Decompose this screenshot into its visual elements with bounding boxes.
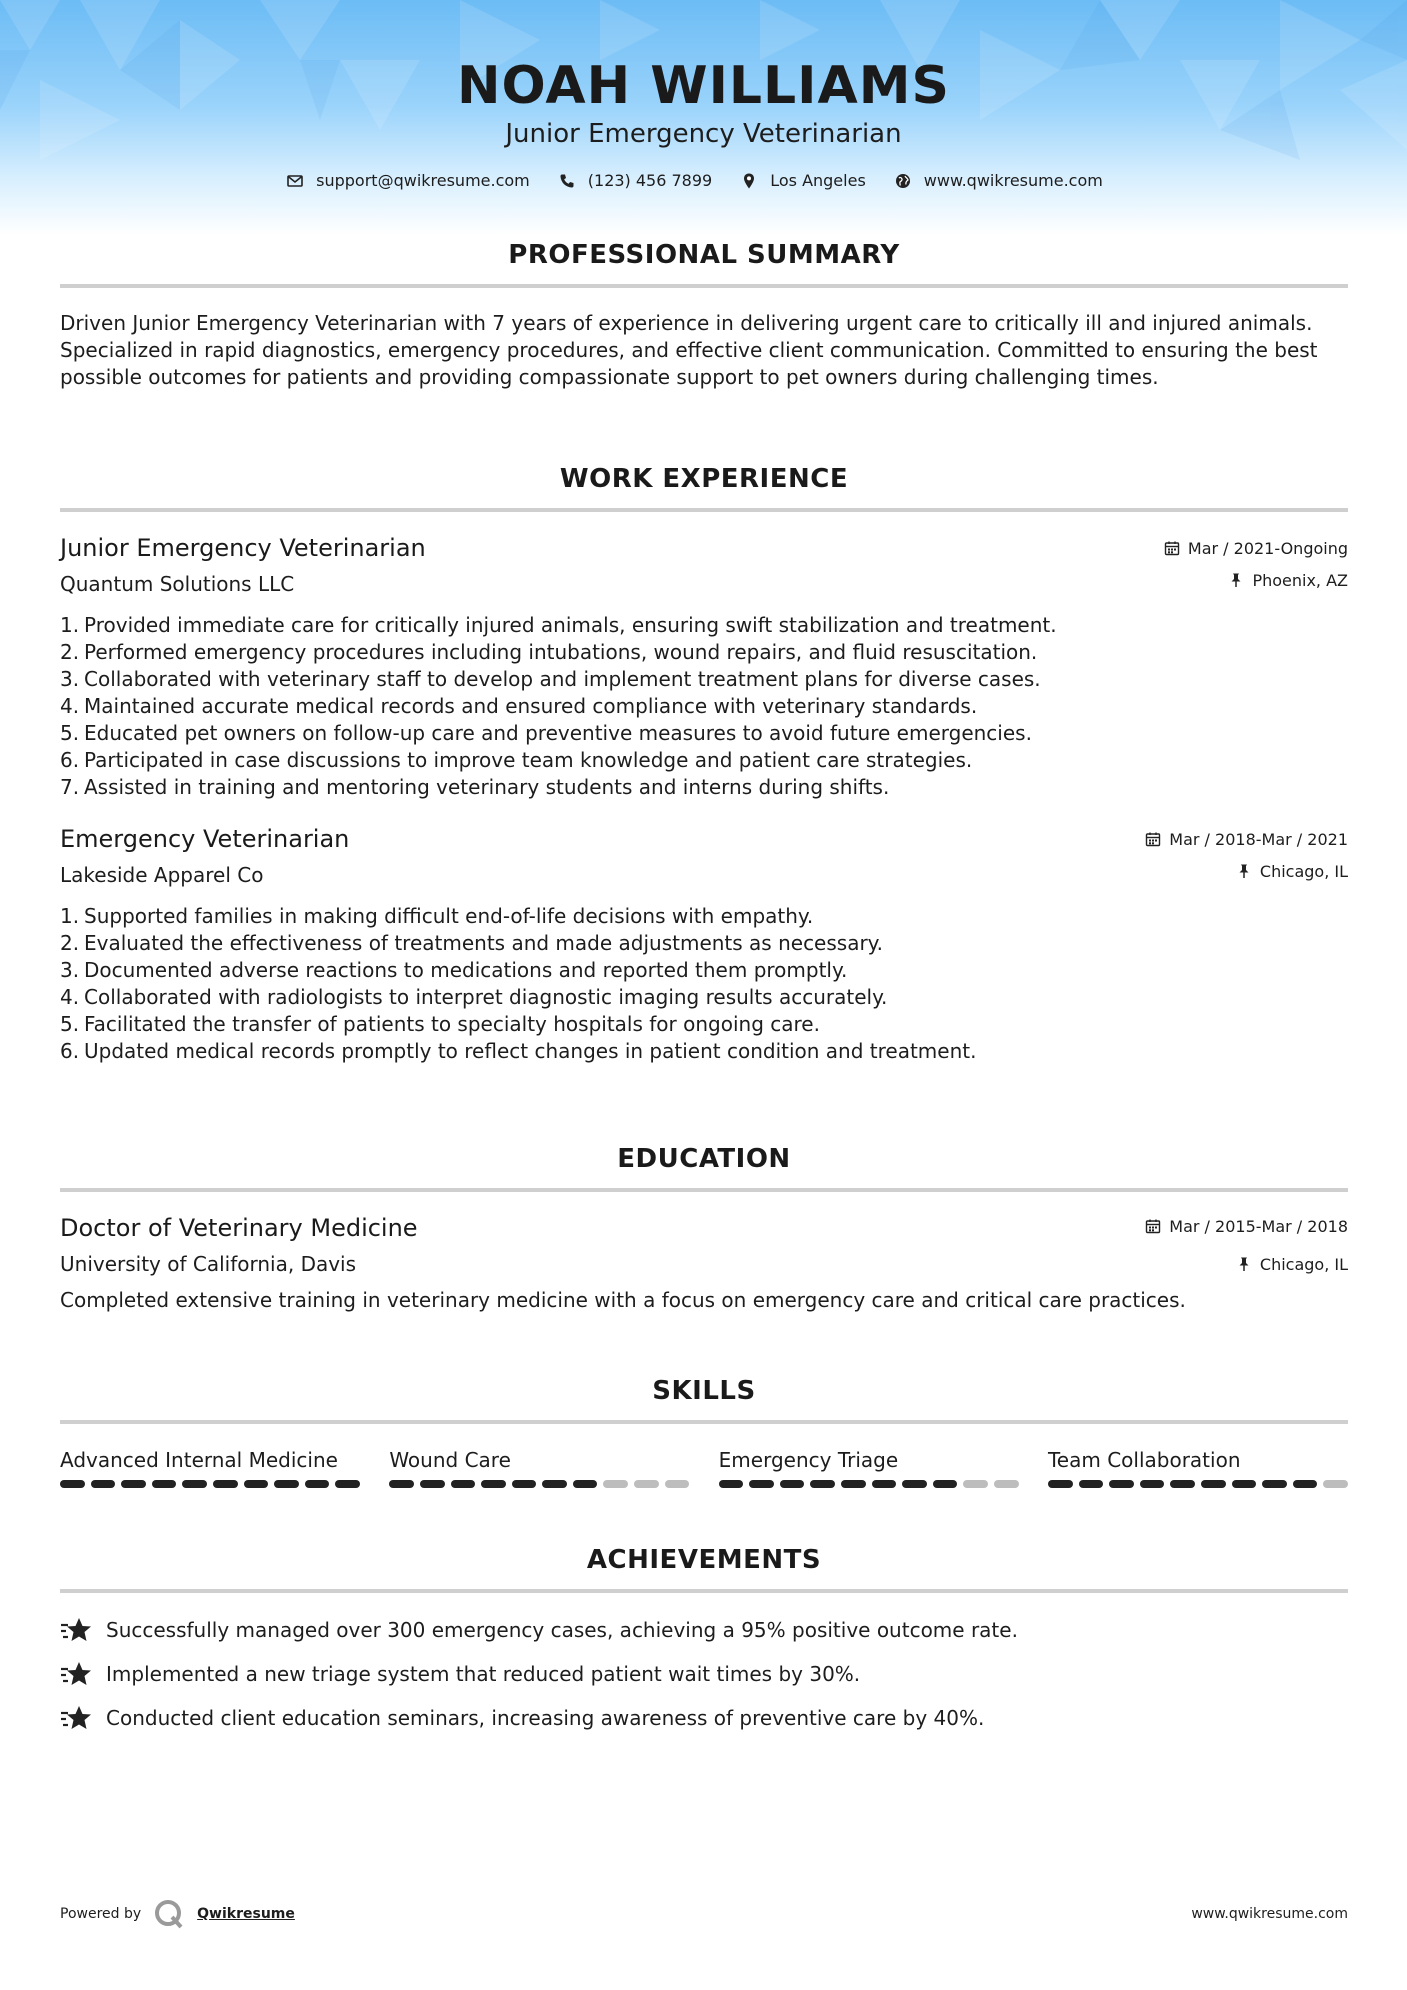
job-entry (60, 825, 1348, 1065)
calendar-icon (1145, 831, 1161, 847)
skill-level-segment (749, 1480, 774, 1488)
skill-level-segment (305, 1480, 330, 1488)
section-divider (60, 508, 1348, 512)
page-footer (60, 1898, 1348, 1930)
duty-item: 6. Participated in case discussions to improve team knowledge and patient care strategies. (60, 748, 973, 772)
skill-level-segment (420, 1480, 445, 1488)
skill-level-segment (902, 1480, 927, 1488)
achievement-item (60, 1659, 1348, 1689)
skill-level-segment (1323, 1480, 1348, 1488)
job-meta (1145, 825, 1348, 881)
achievement-item (60, 1615, 1348, 1645)
skill-item (389, 1448, 689, 1488)
star-icon (60, 1616, 92, 1644)
skill-level-segment (389, 1480, 414, 1488)
skill-level-segment (542, 1480, 567, 1488)
job-meta (1164, 534, 1348, 590)
duty-item: 1. Provided immediate care for critically injured animals, ensuring swift stabilization and treatment. (60, 613, 1057, 637)
skills-list (60, 1448, 1348, 1488)
job-company: Quantum Solutions LLC (60, 572, 295, 596)
section-divider (60, 1188, 1348, 1192)
map-pin-icon (740, 172, 758, 190)
skill-level-segment (634, 1480, 659, 1488)
skill-level-segment (1140, 1480, 1165, 1488)
qwikresume-logo-icon (153, 1898, 185, 1930)
calendar-icon (1164, 540, 1180, 556)
summary-section (60, 240, 1348, 391)
duty-item: 4. Maintained accurate medical records and ensured compliance with veterinary standards. (60, 694, 978, 718)
job-location: Chicago, IL (1259, 861, 1348, 881)
brand-link[interactable]: Qwikresume (197, 1906, 295, 1922)
skill-name: Wound Care (389, 1448, 511, 1472)
duty-item: 2. Evaluated the effectiveness of treatments and made adjustments as necessary. (60, 931, 884, 955)
star-icon (60, 1660, 92, 1688)
skill-level-segment (213, 1480, 238, 1488)
skill-level-segment (1170, 1480, 1195, 1488)
education-meta (1145, 1214, 1348, 1274)
skill-level-segment (1048, 1480, 1073, 1488)
duty-item: 5. Facilitated the transfer of patients to specialty hospitals for ongoing care. (60, 1012, 820, 1036)
footer-website[interactable]: www.qwikresume.com (1191, 1906, 1348, 1922)
job-dates: Mar / 2018-Mar / 2021 (1169, 829, 1348, 849)
skill-level-segment (810, 1480, 835, 1488)
experience-section (60, 464, 1348, 1065)
skill-level-segment (481, 1480, 506, 1488)
skill-level-bar (389, 1480, 689, 1488)
education-section (60, 1144, 1348, 1312)
achievements-section (60, 1545, 1348, 1733)
skill-level-segment (182, 1480, 207, 1488)
skill-level-bar (1048, 1480, 1348, 1488)
job-dates: Mar / 2021-Ongoing (1187, 538, 1348, 558)
duty-item: 3. Documented adverse reactions to medications and reported them promptly. (60, 958, 848, 982)
skill-level-segment (665, 1480, 690, 1488)
skill-level-segment (573, 1480, 598, 1488)
skill-level-segment (512, 1480, 537, 1488)
achievement-text: Conducted client education seminars, increasing awareness of preventive care by 40%. (106, 1706, 985, 1730)
envelope-icon (286, 172, 304, 190)
achievement-text: Successfully managed over 300 emergency cases, achieving a 95% positive outcome rate. (106, 1618, 1018, 1642)
skill-level-segment (1293, 1480, 1318, 1488)
skill-name: Emergency Triage (718, 1448, 899, 1472)
skill-level-segment (933, 1480, 958, 1488)
skill-level-bar (719, 1480, 1019, 1488)
experience-title: WORK EXPERIENCE (559, 464, 849, 494)
skill-level-bar (60, 1480, 360, 1488)
duty-item: 3. Collaborated with veterinary staff to develop and implement treatment plans for diverse cases. (60, 667, 1041, 691)
section-divider (60, 1420, 1348, 1424)
skill-level-segment (1262, 1480, 1287, 1488)
skill-level-segment (1232, 1480, 1257, 1488)
contact-phone[interactable] (558, 171, 712, 190)
duty-item: 6. Updated medical records promptly to reflect changes in patient condition and treatment. (60, 1039, 977, 1063)
education-location: Chicago, IL (1259, 1254, 1348, 1274)
degree-title: Doctor of Veterinary Medicine (60, 1214, 418, 1242)
skill-level-segment (841, 1480, 866, 1488)
skill-level-segment (994, 1480, 1019, 1488)
phone-icon (558, 172, 576, 190)
achievements-title: ACHIEVEMENTS (586, 1545, 822, 1575)
pushpin-icon (1228, 572, 1244, 588)
job-entry (60, 534, 1348, 801)
achievement-text: Implemented a new triage system that reduced patient wait times by 30%. (106, 1662, 861, 1686)
job-location: Phoenix, AZ (1252, 570, 1348, 590)
skill-level-segment (60, 1480, 85, 1488)
job-duties (60, 903, 1348, 1065)
duty-item: 2. Performed emergency procedures including intubations, wound repairs, and fluid resuscitation. (60, 640, 1038, 664)
job-title: Emergency Veterinarian (60, 825, 350, 853)
skill-level-segment (719, 1480, 744, 1488)
education-title: EDUCATION (617, 1144, 791, 1174)
skill-item (60, 1448, 360, 1488)
skill-level-segment (1079, 1480, 1104, 1488)
globe-icon (894, 172, 912, 190)
job-duties (60, 612, 1348, 801)
skills-title: SKILLS (652, 1376, 756, 1406)
contact-location (740, 171, 866, 190)
duty-item: 7. Assisted in training and mentoring veterinary students and interns during shifts. (60, 775, 890, 799)
skill-item (1048, 1448, 1348, 1488)
contact-website-text: www.qwikresume.com (923, 171, 1103, 191)
contact-bar (0, 171, 1407, 190)
skill-item (719, 1448, 1019, 1488)
calendar-icon (1145, 1218, 1161, 1234)
candidate-name: NOAH WILLIAMS (457, 56, 950, 116)
contact-location-text: Los Angeles (770, 171, 866, 191)
skills-section (60, 1376, 1348, 1488)
duty-item: 1. Supported families in making difficult end-of-life decisions with empathy. (60, 904, 814, 928)
section-divider (60, 1589, 1348, 1593)
skill-level-segment (872, 1480, 897, 1488)
skill-level-segment (780, 1480, 805, 1488)
contact-phone-text: (123) 456 7899 (587, 171, 713, 191)
skill-level-segment (1109, 1480, 1134, 1488)
resume-header (0, 58, 1407, 190)
skill-name: Advanced Internal Medicine (60, 1448, 338, 1472)
pushpin-icon (1236, 863, 1252, 879)
summary-title: PROFESSIONAL SUMMARY (508, 240, 900, 270)
section-divider (60, 284, 1348, 288)
summary-text: Driven Junior Emergency Veterinarian with 7 years of experience in delivering urgent care to critically ill and injured animals. Specialized in rapid diagnostics, emergency procedures, and effective client communication. Committed to ensuring the best possible outcomes for patients and providing compassionate support to pet owners during challenging times. (60, 311, 1318, 389)
education-description: Completed extensive training in veterinary medicine with a focus on emergency care and critical care practices. (60, 1288, 1186, 1312)
skill-level-segment (963, 1480, 988, 1488)
duty-item: 4. Collaborated with radiologists to interpret diagnostic imaging results accurately. (60, 985, 888, 1009)
job-title: Junior Emergency Veterinarian (60, 534, 426, 562)
skill-level-segment (451, 1480, 476, 1488)
skill-level-segment (274, 1480, 299, 1488)
contact-email[interactable] (286, 171, 530, 190)
skill-level-segment (603, 1480, 628, 1488)
job-company: Lakeside Apparel Co (60, 863, 264, 887)
skill-level-segment (335, 1480, 360, 1488)
candidate-role: Junior Emergency Veterinarian (505, 119, 902, 150)
education-entry (60, 1214, 1348, 1312)
skill-level-segment (121, 1480, 146, 1488)
pushpin-icon (1236, 1256, 1252, 1272)
skill-level-segment (1201, 1480, 1226, 1488)
skill-level-segment (244, 1480, 269, 1488)
skill-level-segment (152, 1480, 177, 1488)
contact-email-text: support@qwikresume.com (316, 171, 530, 191)
school-name: University of California, Davis (60, 1252, 357, 1276)
education-dates: Mar / 2015-Mar / 2018 (1169, 1216, 1348, 1236)
powered-by (60, 1898, 295, 1930)
skill-level-segment (91, 1480, 116, 1488)
star-icon (60, 1704, 92, 1732)
skill-name: Team Collaboration (1047, 1448, 1241, 1472)
contact-website[interactable] (894, 171, 1103, 190)
achievements-list (60, 1615, 1348, 1733)
powered-by-label: Powered by (60, 1906, 142, 1922)
duty-item: 5. Educated pet owners on follow-up care and preventive measures to avoid future emergencies. (60, 721, 1032, 745)
achievement-item (60, 1703, 1348, 1733)
